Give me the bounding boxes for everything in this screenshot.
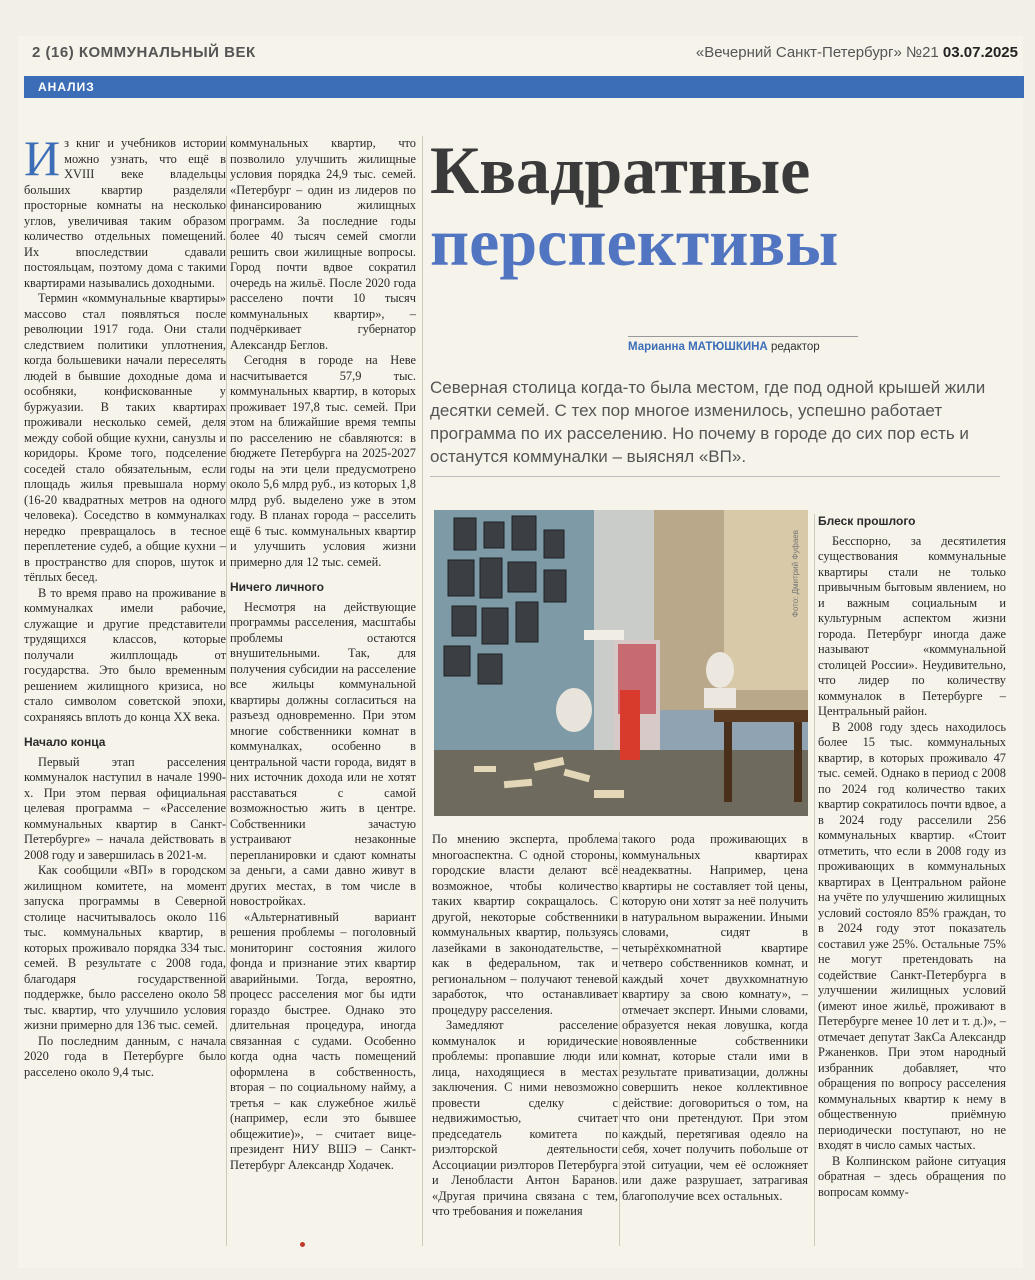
author-name: Марианна МАТЮШКИНА	[628, 341, 768, 353]
paper-name: «Вечерний Санкт-Петербург» №21	[695, 44, 939, 61]
paragraph: В 2008 году здесь находилось более 15 тыс. коммунальных квартир, в которых проживало 47 тыс. семей. Однако в период с 2008 по 2024 год количество таких квартир сократилось почти вдвое, а в 2024 году расселили 256 коммунальных квартир. «Стоит отметить, что если в 2008 году из проживающих в коммунальных квартирах в Центральном районе на учёте по улучшению жилищных условий состояло 85% граждан, то в 2024 году этот показатель составил уже 25%. Остальные 75% не могут претендовать на содействие Санкт-Петербурга в улучшении жилищных условий (имеют иное жильё, проживают в Петербурге менее 10 лет и т. д.)», – отмечает депутат ЗакСа Александр Ржаненков. При этом народный избранник добавляет, что обращения по вопросу расселения коммунальных квартир к нему в общественную приёмную периодически поступают, но не входят в число самых частых.	[818, 719, 1006, 1152]
article-column-1	[24, 130, 226, 1080]
paragraph: Сегодня в городе на Неве насчитывается 57,9 тыс. коммунальных квартир, в которых проживает 197,8 тыс. семей. При этом на ближайшие время темпы по расселению не сбавляются: в бюджете Петербурга на 2025-2027 годы на эти цели предусмотрено около 5,6 млрд руб., из которых 1,8 млрд руб. выделено уже в этом году. В планах города – расселить ещё 6 тыс. коммунальных квартир и улучшить условия жизни примерно для 12 тыс. семей.	[230, 353, 416, 569]
paragraph: коммунальных квартир, что позволило улучшить жилищные условия порядка 24,9 тыс. семей. «Петербург – один из лидеров по финансированию жилищных программ. За последние годы более 40 тысяч семей смогли решить свои жилищные вопросы. Город почти вдвое сократил очередь на жильё. После 2020 года расселено почти 10 тысяч коммунальных квартир», – подчёркивает губернатор Александр Беглов.	[230, 136, 416, 352]
column-divider	[619, 832, 620, 1246]
article-photo	[434, 510, 808, 816]
headline-line-1: Квадратные	[430, 132, 811, 208]
issue-info	[696, 44, 1018, 61]
paragraph: В Колпинском районе ситуация обратная – здесь обращения по вопросам комму-	[818, 1153, 1006, 1199]
subheading: Блеск прошлого	[818, 514, 916, 528]
headline-line-2: перспективы	[430, 204, 839, 280]
rubric-bar: АНАЛИЗ	[24, 76, 1024, 98]
paragraph: Замедляют расселение коммуналок и юридические проблемы: пропавшие люди или лица, находящиеся в местах заключения. С ними невозможно провести сделку с недвижимостью, считает председатель комитета по риэлторской деятельности Ассоциации риэлторов Петербурга и Ленобласти Антон Баранов. «Другая причина связана с тем, что требования и пожелания	[432, 1018, 618, 1218]
article-column-5	[622, 832, 808, 1204]
paragraph: По последним данным, с начала 2020 года в Петербурге было расселено около 9,4 тыс.	[24, 1033, 226, 1079]
newspaper-page	[18, 36, 1023, 1268]
photo-credit: Фото: Дмитрий Фуфаев	[791, 530, 800, 618]
paragraph: Первый этап расселения коммуналок наступил в начале 1990-х. При этом первая официальная целевая программа – «Расселение коммунальных квартир в Санкт-Петербурге» – начала действовать в 2008 году и завершилась в 2021-м.	[24, 754, 226, 862]
author-role: редактор	[770, 341, 820, 353]
dropcap: И	[24, 130, 61, 186]
decorative-dot	[300, 1242, 305, 1247]
subheading: Ничего личного	[230, 580, 324, 594]
issue-date: 03.07.2025	[942, 44, 1018, 61]
paragraph: По мнению эксперта, проблема многоаспектна. С одной стороны, городские власти делают всё возможное, чтобы количество таких квартир сокращалось. С другой, некоторые собственники коммунальных квартир, пользуясь лазейками в законодательстве, – как в федеральном, так и региональном – получают теневой заработок, что останавливает процедуру расселения.	[432, 832, 618, 1017]
column-divider	[226, 136, 227, 1246]
paragraph: В то время право на проживание в коммуналках имели рабочие, служащие и другие представители трудящихся классов, которые получали жилплощадь от государства. Это было временным решением жилищного кризиса, но стало символом советской эпохи, сохраняясь вплоть до конца XX века.	[24, 585, 226, 724]
subheading: Начало конца	[24, 735, 106, 749]
section-label: 2 (16) КОММУНАЛЬНЫЙ ВЕК	[32, 44, 256, 61]
paragraph: Термин «коммунальные квартиры» массово стал появляться после революции 1917 года. Они стали следствием политики уплотнения, когда большевики начали переселять людей в бывшие доходные дома и особняки, конфискованные у буржуазии. В таких квартирах проживали несколько семей, деля между собой общие кухни, санузлы и коридоры. Кроме того, подселение соседей стало обязательным, если площадь жилья превышала норму (16-20 квадратных метров на одного человека). Соседство в коммуналках нередко превращалось в тесное переплетение судеб, а общие кухни – в пространство для споров, шуток и тёплых бесед.	[24, 291, 226, 584]
paragraph: Как сообщили «ВП» в городском жилищном комитете, на момент запуска программы в Северной столице насчитывалось около 116 тыс. коммунальных квартир, в которых проживало порядка 334 тыс. семей. В результате с 2008 года, благодаря государственной поддержке, было расселено около 58 тыс. квартир, что улучшило условия жизни примерно для 136 тыс. семей.	[24, 863, 226, 1032]
byline	[628, 336, 858, 353]
column-divider	[422, 136, 423, 1246]
paragraph	[24, 130, 226, 291]
article-column-2	[230, 136, 416, 1173]
column-divider	[814, 514, 815, 1246]
paragraph: такого рода проживающих в коммунальных квартирах неадекватны. Например, цена квартиры не составляет той цены, которую они хотят за неё получить в натуральном выражении. Иными словами, сидят в четырёхкомнатной квартире четверо собственников комнат, и каждый хочет двухкомнатную квартиру за свою комнату», – отмечает эксперт. Иными словами, образуется некая ловушка, когда новоявленные собственники комнат, которые стали ими в результате приватизации, должны совершить некое коллективное действие: договориться о том, на что они претендуют. При этом каждый, перетягивая одеяло на себя, хочет получить побольше от этой ситуации, чем её осложняет или даже разрушает, затрагивая благополучие всех остальных.	[622, 832, 808, 1203]
lead-paragraph: Северная столица когда-то была местом, где под одной крышей жили десятки семей. С тех пор многое изменилось, успешно работает программа по их расселению. Но почему в городе до сих пор есть и останутся коммуналки – выяснял «ВП».	[430, 376, 1000, 477]
article-column-6	[818, 514, 1006, 1200]
article-column-4	[432, 832, 618, 1220]
paragraph: «Альтернативный вариант решения проблемы – поголовный мониторинг состояния жилого фонда и признание этих квартир аварийными. Тогда, вероятно, процесс расселения мог бы идти гораздо быстрее. Однако это длительная процедура, иногда связанная с судами. Особенно когда одна часть помещений оформлена в собственность, вторая – по социальному найму, а третья – как служебное жильё (например, если это бывшее общежитие)», – считает вице-президент НИУ ВШЭ – Санкт-Петербург Александр Ходачек.	[230, 909, 416, 1172]
paragraph: Несмотря на действующие программы расселения, масштабы проблемы остаются внушительными. Так, для получения субсидии на расселение все жильцы коммунальной квартиры должны согласиться на разъезд одновременно. При этом многие собственники комнат в коммуналках, особенно в центральной части города, видят в них источник дохода или не хотят расставаться с самой возможностью жить в центре. Собственники зачастую устраивают незаконные перепланировки и сдают комнаты за деньги, а сами давно живут в других местах, в том числе в новостройках.	[230, 599, 416, 908]
page-header	[28, 44, 1018, 66]
paragraph-text: з книг и учебников истории можно узнать, что ещё в XVIII веке владельцы больших квартир разделяли просторные комнаты на несколько углов, увеличивая таким образом количество отдельных помещений. Их впоследствии сдавали постояльцам, поэтому дома с такими квартирами назывались доходными.	[24, 136, 226, 290]
paragraph: Бесспорно, за десятилетия существования коммунальные квартиры стали не только привычным бытовым явлением, но и важным социальным и культурным аспектом жизни города. Петербург иногда даже называют «коммунальной столицей России». Неудивительно, что лидер по количеству коммуналок в Петербурге – Центральный район.	[818, 533, 1006, 718]
communal-room-photo	[434, 510, 808, 816]
